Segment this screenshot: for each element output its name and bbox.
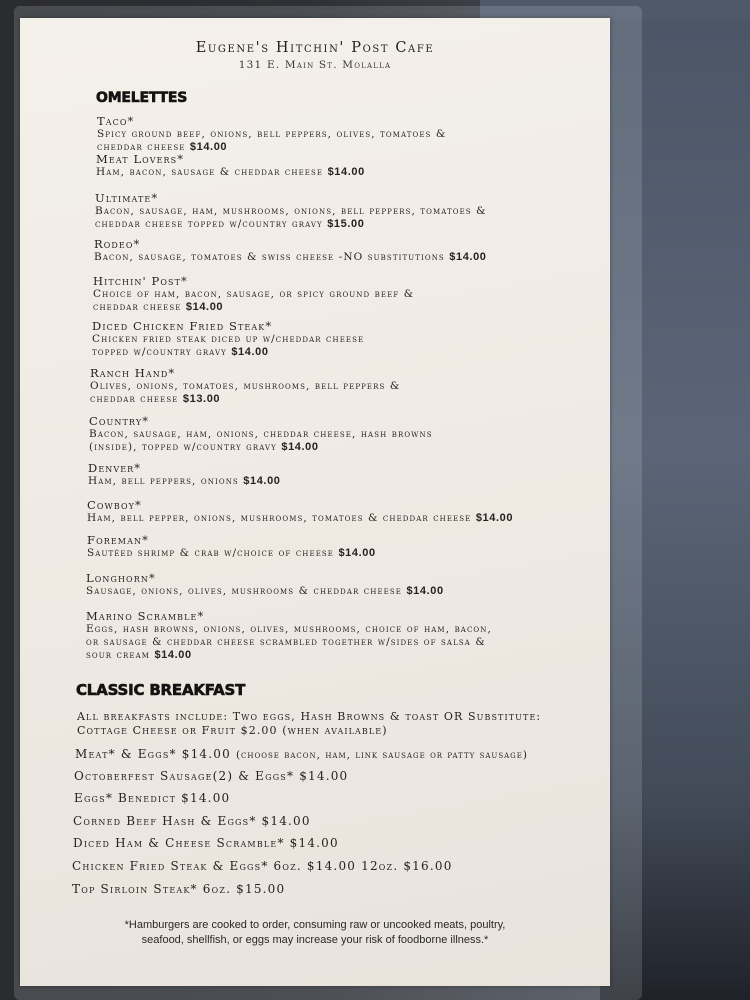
omelette-description (86, 585, 444, 598)
omelette-description (92, 333, 364, 359)
omelette-price: $14.00 (154, 649, 192, 661)
omelette-item (90, 366, 400, 406)
breakfast-item (75, 747, 528, 763)
breakfast-item-name: Octoberfest Sausage(2) & Eggs* $14.00 (74, 769, 349, 783)
omelette-name: Denver* (88, 461, 142, 475)
omelette-price: $14.00 (281, 441, 319, 453)
breakfast-item (72, 882, 285, 897)
omelette-item (93, 274, 414, 314)
omelette-ingredients: Bacon, sausage, ham, onions, cheddar cheese, hash browns (inside), topped w/country gravy (89, 428, 433, 453)
omelette-name: Meat Lovers* (96, 152, 185, 166)
omelette-item (87, 533, 376, 560)
omelette-description (86, 623, 492, 662)
breakfast-item-name: Meat* & Eggs* $14.00 (75, 747, 231, 761)
breakfast-item-name: Corned Beef Hash & Eggs* $14.00 (73, 814, 311, 828)
food-safety-footnote (20, 918, 610, 948)
omelette-price: $15.00 (327, 218, 365, 230)
omelette-item (87, 498, 513, 525)
omelette-item (88, 461, 281, 488)
omelette-price: $14.00 (189, 141, 228, 153)
breakfast-includes-note: All breakfasts include: Two eggs, Hash Browns & toast OR Substitute: Cottage Cheese or Fruit $2.00 (when available) (77, 710, 542, 737)
omelette-name: Country* (89, 414, 150, 428)
cafe-address: 131 E. Main St. Molalla (238, 59, 392, 71)
breakfast-item-name: Diced Ham & Cheese Scramble* $14.00 (73, 836, 339, 850)
breakfast-item-note: (choose bacon, ham, link sausage or patty sausage) (235, 749, 528, 761)
omelette-description (87, 547, 376, 560)
omelette-ingredients: Sausage, onions, olives, mushrooms & cheddar cheese (86, 585, 402, 597)
breakfast-item (73, 814, 311, 829)
omelette-description (87, 512, 513, 525)
omelette-description (96, 166, 365, 179)
omelette-description (93, 288, 414, 314)
omelette-price: $14.00 (338, 547, 376, 559)
footnote-line-1: *Hamburgers are cooked to order, consuming raw or uncooked meats, poultry, (124, 919, 506, 931)
omelette-name: Taco* (97, 114, 135, 128)
omelette-price: $14.00 (449, 251, 487, 263)
classic-breakfast-heading: CLASSIC BREAKFAST (76, 681, 246, 699)
breakfast-item (74, 791, 230, 806)
breakfast-item-name: Top Sirloin Steak* 6oz. $15.00 (72, 882, 286, 896)
omelette-ingredients: Ham, bell peppers, onions (88, 475, 239, 487)
omelette-description (88, 475, 281, 488)
cafe-name: Eugene's Hitchin' Post Cafe (195, 40, 435, 56)
omelette-name: Ranch Hand* (90, 366, 176, 380)
omelette-description (97, 128, 446, 154)
footnote-line-2: seafood, shellfish, or eggs may increase your risk of foodborne illness.* (141, 934, 489, 946)
omelette-price: $14.00 (327, 166, 365, 178)
breakfast-item-name: Eggs* Benedict $14.00 (74, 791, 231, 805)
omelette-name: Cowboy* (87, 498, 142, 512)
omelette-item (96, 152, 365, 179)
omelette-ingredients: Ham, bell pepper, onions, mushrooms, tomatoes & cheddar cheese (87, 512, 472, 524)
omelette-description (89, 428, 433, 454)
menu-header (20, 40, 610, 71)
omelette-name: Rodeo* (94, 237, 141, 251)
omelette-ingredients: Choice of ham, bacon, sausage, or spicy ground beef & cheddar cheese (93, 288, 415, 313)
omelette-name: Foreman* (87, 533, 149, 547)
omelette-price: $14.00 (406, 585, 444, 597)
omelette-ingredients: Spicy ground beef, onions, bell peppers, olives, tomatoes & cheddar cheese (97, 128, 447, 153)
omelette-item (94, 237, 487, 264)
breakfast-item (74, 769, 348, 784)
omelette-item (89, 414, 433, 454)
omelette-description (90, 380, 400, 406)
menu-page (20, 18, 610, 986)
omelette-item (97, 114, 446, 154)
omelette-ingredients: Sautéed shrimp & crab w/choice of cheese (87, 547, 335, 559)
omelette-item (86, 571, 444, 598)
omelette-item (92, 319, 364, 359)
omelette-name: Diced Chicken Fried Steak* (92, 319, 273, 333)
omelette-name: Longhorn* (86, 571, 156, 585)
omelette-description (95, 205, 487, 231)
omelette-price: $14.00 (231, 346, 269, 358)
omelettes-heading: OMELETTES (96, 90, 188, 106)
omelette-price: $14.00 (243, 475, 281, 487)
omelette-ingredients: Bacon, sausage, ham, mushrooms, onions, bell peppers, tomatoes & cheddar cheese topped w/country gravy (95, 205, 487, 230)
omelette-description (94, 251, 487, 264)
breakfast-item (73, 836, 339, 851)
omelette-ingredients: Bacon, sausage, tomatoes & swiss cheese -NO substitutions (94, 251, 445, 263)
omelette-name: Hitchin' Post* (93, 274, 188, 288)
omelette-item (86, 609, 492, 662)
omelette-price: $14.00 (185, 301, 224, 313)
omelette-item (95, 191, 487, 231)
omelette-ingredients: Chicken fried steak diced up w/cheddar cheese topped w/country gravy (92, 333, 365, 358)
omelette-ingredients: Olives, onions, tomatoes, mushrooms, bell peppers & cheddar cheese (90, 380, 401, 405)
omelette-name: Marino Scramble* (86, 609, 205, 623)
omelette-ingredients: Eggs, hash browns, onions, olives, mushrooms, choice of ham, bacon, or sausage & cheddar cheese scrambled together w/sides of salsa & sour cream (86, 623, 492, 661)
omelette-name: Ultimate* (95, 191, 159, 205)
breakfast-item-name: Chicken Fried Steak & Eggs* 6oz. $14.00 12oz. $16.00 (72, 859, 453, 873)
omelette-ingredients: Ham, bacon, sausage & cheddar cheese (96, 166, 324, 178)
omelette-price: $13.00 (182, 393, 221, 405)
breakfast-item (72, 859, 453, 874)
omelette-price: $14.00 (475, 512, 514, 524)
